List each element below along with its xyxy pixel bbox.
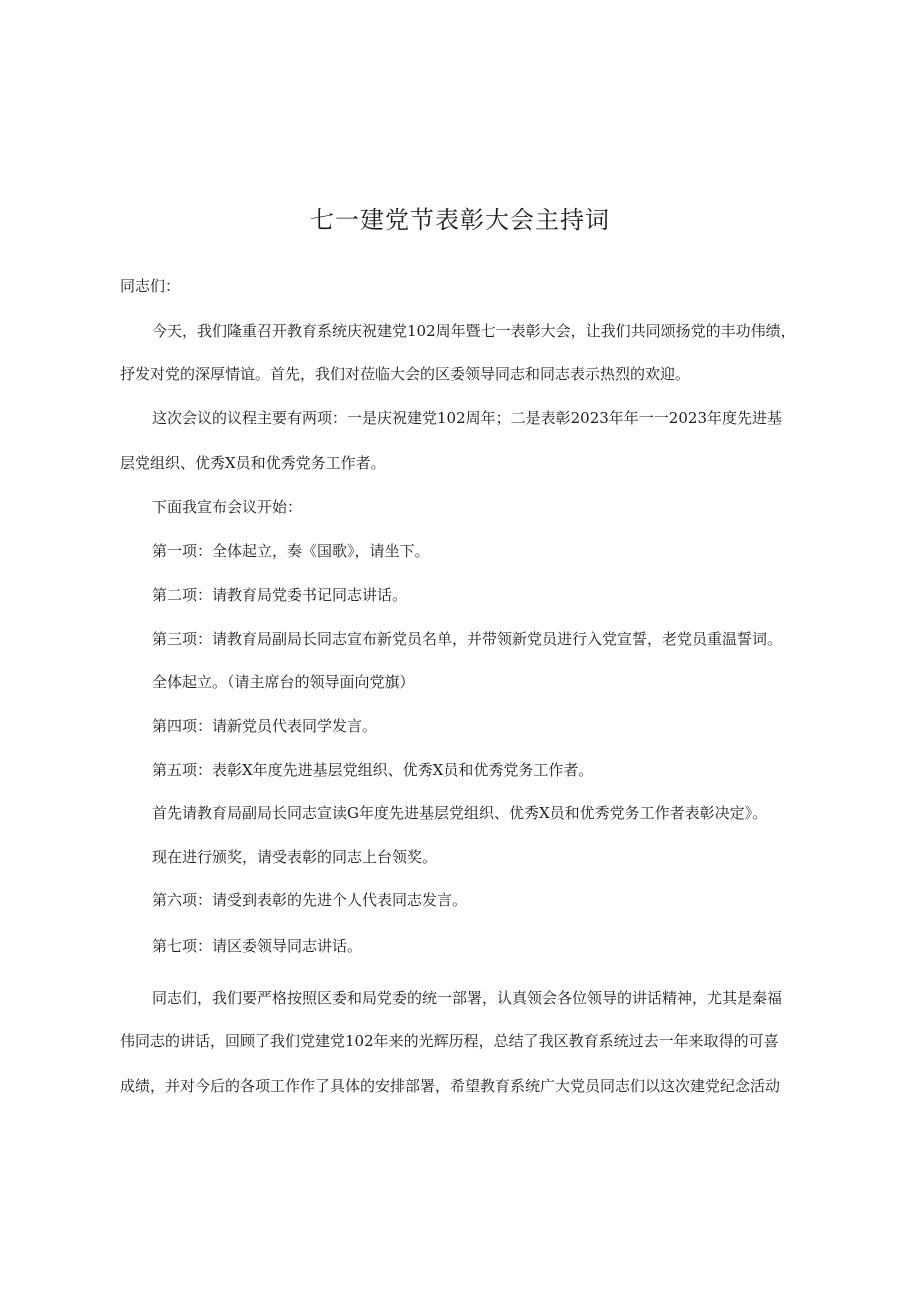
- paragraph-line: 同志们，我们要严格按照区委和局党委的统一部署，认真领会各位领导的讲话精神，尤其是秦福: [152, 989, 783, 1007]
- document-title: 七一建党节表彰大会主持词: [310, 206, 610, 234]
- agenda-note: 现在进行颁奖，请受表彰的同志上台领奖。: [152, 848, 438, 866]
- agenda-item: 第二项：请教育局党委书记同志讲话。: [152, 586, 408, 604]
- paragraph-line: 层党组织、优秀X员和优秀党务工作者。: [120, 454, 386, 472]
- agenda-note: 全体起立。（请主席台的领导面向党旗）: [152, 673, 415, 691]
- agenda-item: 第四项：请新党员代表同学发言。: [152, 717, 378, 735]
- paragraph-line: 下面我宣布会议开始：: [152, 498, 303, 516]
- agenda-item: 第六项：请受到表彰的先进个人代表同志发言。: [152, 891, 468, 909]
- agenda-item: 第五项：表彰X年度先进基层党组织、优秀X员和优秀党务工作者。: [152, 761, 594, 779]
- agenda-note: 首先请教育局副局长同志宣读G年度先进基层党组织、优秀X员和优秀党务工作者表彰决定》。: [152, 804, 768, 822]
- paragraph-line: 这次会议的议程主要有两项：一是庆祝建党102周年；二是表彰2023年年一一2023年度先进基: [152, 409, 782, 427]
- paragraph-line: 抒发对党的深厚情谊。首先，我们对莅临大会的区委领导同志和同志表示热烈的欢迎。: [120, 365, 691, 383]
- agenda-item: 第七项：请区委领导同志讲话。: [152, 937, 363, 955]
- paragraph-line: 伟同志的讲话，回顾了我们党建党102年来的光辉历程，总结了我区教育系统过去一年来取得的可喜: [120, 1032, 779, 1050]
- paragraph-line: 今天，我们隆重召开教育系统庆祝建党102周年暨七一表彰大会，让我们共同颂扬党的丰功伟绩，: [152, 322, 796, 340]
- paragraph-line: 成绩，并对今后的各项工作作了具体的安排部署，希望教育系统广大党员同志们以这次建党纪念活动: [120, 1077, 781, 1095]
- greeting-line: 同志们：: [120, 277, 181, 295]
- agenda-item: 第三项：请教育局副局长同志宣布新党员名单，并带领新党员进行入党宣誓，老党员重温誓词。: [152, 630, 783, 648]
- agenda-item: 第一项：全体起立，奏《国歌》，请坐下。: [152, 542, 430, 560]
